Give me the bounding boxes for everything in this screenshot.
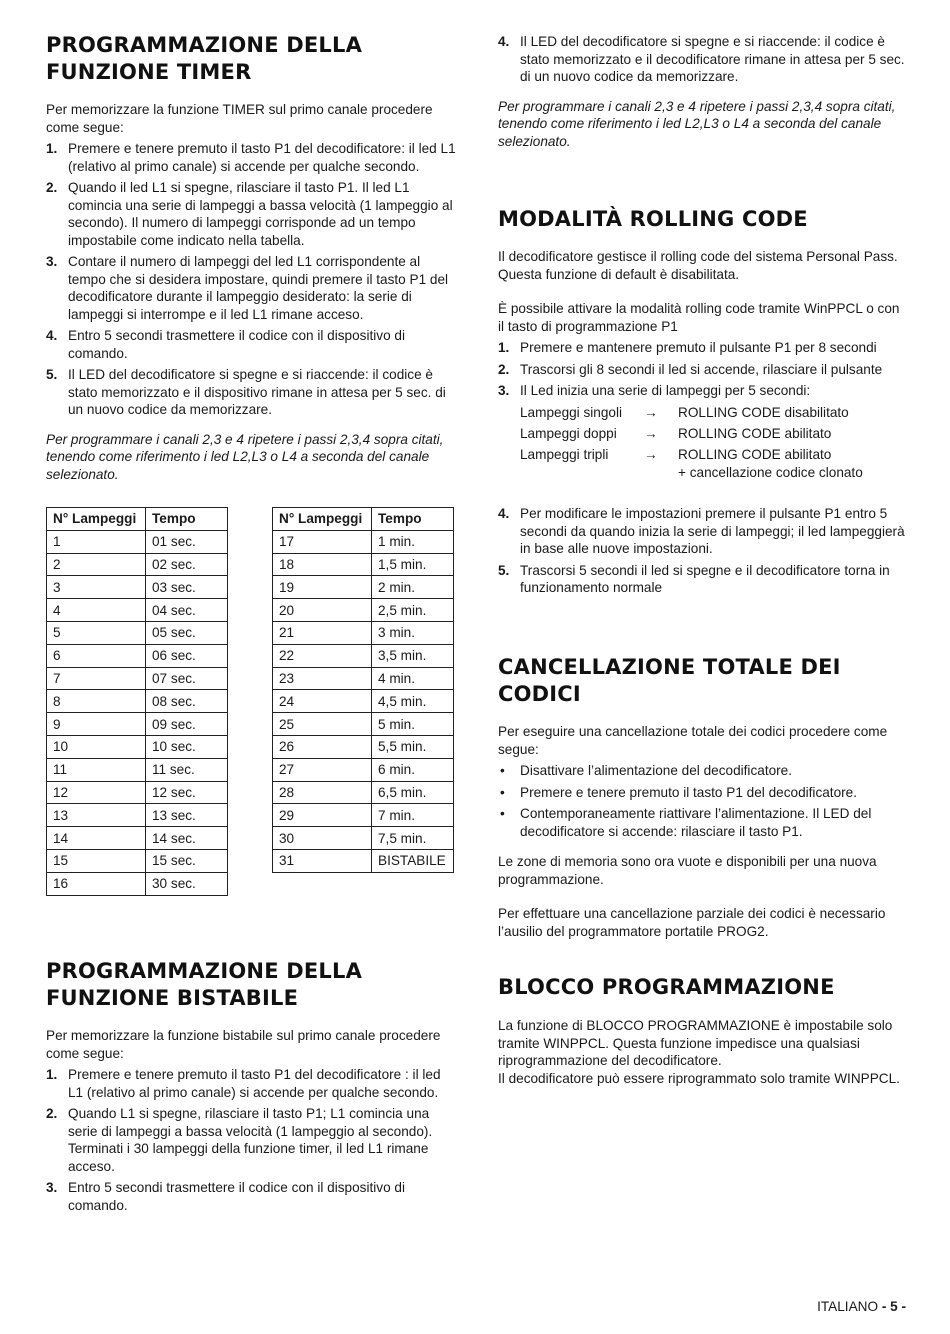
list-item bbox=[498, 562, 908, 597]
lamp-value: ROLLING CODE abilitato bbox=[678, 446, 832, 462]
list-number: 4. bbox=[498, 506, 510, 521]
lamp-label: Lampeggi singoli bbox=[520, 404, 623, 420]
table-row bbox=[47, 827, 228, 850]
rolling-p2: È possibile attivare la modalità rolling code tramite WinPPCL o con il tasto di programmazione P1 bbox=[498, 301, 900, 334]
cell-tempo: 10 sec. bbox=[146, 735, 228, 758]
list-item bbox=[498, 382, 908, 400]
list-item bbox=[498, 339, 908, 357]
cell-lampeggi: 8 bbox=[47, 690, 146, 713]
cell-tempo: 06 sec. bbox=[146, 644, 228, 667]
list-number: 3. bbox=[46, 254, 58, 269]
cell-lampeggi: 6 bbox=[47, 644, 146, 667]
cell-lampeggi: 4 bbox=[47, 599, 146, 622]
list-number: 1. bbox=[46, 141, 58, 156]
list-text: Il Led inizia una serie di lampeggi per 5 secondi: bbox=[520, 383, 811, 398]
table-row bbox=[47, 576, 228, 599]
list-item bbox=[46, 1105, 456, 1175]
lamp-row bbox=[520, 404, 908, 425]
lamp-label: Lampeggi tripli bbox=[520, 446, 609, 462]
lamp-row bbox=[520, 425, 908, 446]
cell-tempo: 04 sec. bbox=[146, 599, 228, 622]
cell-tempo: 5,5 min. bbox=[372, 735, 454, 758]
cell-lampeggi: 1 bbox=[47, 530, 146, 553]
arrow-icon: → bbox=[644, 425, 658, 441]
cell-tempo: 12 sec. bbox=[146, 781, 228, 804]
list-item bbox=[46, 1179, 456, 1214]
rolling-section bbox=[498, 206, 908, 601]
list-item bbox=[46, 140, 456, 175]
cell-tempo: BISTABILE bbox=[372, 849, 454, 872]
table-row bbox=[273, 553, 454, 576]
cancellazione-p2: Per effettuare una cancellazione parziale dei codici è necessario l’ausilio del programmatore portatile PROG2. bbox=[498, 906, 886, 939]
table-row bbox=[47, 621, 228, 644]
table-row bbox=[47, 735, 228, 758]
list-text: Entro 5 secondi trasmettere il codice con il dispositivo di comando. bbox=[68, 328, 405, 361]
list-item bbox=[46, 327, 456, 362]
cancellazione-title: CANCELLAZIONE TOTALE DEI CODICI bbox=[498, 655, 841, 706]
cell-tempo: 6 min. bbox=[372, 758, 454, 781]
lamp-value: ROLLING CODE abilitato bbox=[678, 425, 832, 441]
list-text: Entro 5 secondi trasmettere il codice con il dispositivo di comando. bbox=[68, 1180, 405, 1213]
lamp-value: ROLLING CODE disabilitato bbox=[678, 404, 849, 420]
table-row bbox=[273, 599, 454, 622]
cell-tempo: 2,5 min. bbox=[372, 599, 454, 622]
list-text: Quando il led L1 si spegne, rilasciare il tasto P1. Il led L1 comincia una serie di lampeggi a bassa velocità (1 lampeggio al secondo). Il numero di lampeggi corrisponde ad un tempo impostabile come indicato nella tabella. bbox=[68, 180, 453, 248]
bullet-icon: • bbox=[500, 784, 505, 800]
table-row bbox=[47, 781, 228, 804]
list-number: 5. bbox=[46, 367, 58, 382]
cell-tempo: 3,5 min. bbox=[372, 644, 454, 667]
cell-lampeggi: 30 bbox=[273, 827, 372, 850]
cell-tempo: 6,5 min. bbox=[372, 781, 454, 804]
table-row bbox=[273, 530, 454, 553]
bistabile-intro: Per memorizzare la funzione bistabile sul primo canale procedere come segue: bbox=[46, 1028, 441, 1061]
lamp-row bbox=[520, 446, 908, 467]
list-item: 4. Il LED del decodificatore si spegne e si riaccende: il codice è stato memorizzato e il decodificatore rimane in attesa per 5 sec. di un nuovo codice da memorizzare. bbox=[498, 34, 905, 84]
cell-lampeggi: 14 bbox=[47, 827, 146, 850]
page-number: - 5 - bbox=[881, 1299, 906, 1314]
cell-lampeggi: 9 bbox=[47, 713, 146, 736]
cell-tempo: 05 sec. bbox=[146, 621, 228, 644]
rolling-title: MODALITÀ ROLLING CODE bbox=[498, 207, 808, 231]
list-text: Per modificare le impostazioni premere il pulsante P1 entro 5 secondi da quando inizia la serie di lampeggi; il led lampeggierà in base alle nuove impostazioni. bbox=[520, 506, 905, 556]
list-item bbox=[498, 784, 908, 802]
table-header-lampeggi: N° Lampeggi bbox=[47, 508, 146, 531]
lamp-list bbox=[520, 404, 908, 467]
cell-tempo: 02 sec. bbox=[146, 553, 228, 576]
timer-table-right bbox=[272, 507, 454, 873]
cell-lampeggi: 15 bbox=[47, 849, 146, 872]
table-row bbox=[273, 576, 454, 599]
list-number: 1. bbox=[498, 340, 510, 355]
bullet-icon: • bbox=[500, 763, 505, 778]
cell-lampeggi: 21 bbox=[273, 621, 372, 644]
cancellazione-bullets bbox=[498, 762, 908, 840]
lamp-extra: + cancellazione codice clonato bbox=[678, 464, 863, 480]
timer-continued bbox=[498, 33, 908, 150]
table-row bbox=[47, 758, 228, 781]
bistabile-steps bbox=[46, 1066, 456, 1214]
table-row bbox=[47, 690, 228, 713]
table-row bbox=[273, 735, 454, 758]
table-row bbox=[273, 667, 454, 690]
cell-lampeggi: 24 bbox=[273, 690, 372, 713]
list-item bbox=[498, 361, 908, 379]
table-header-tempo: Tempo bbox=[372, 508, 454, 531]
list-text: Trascorsi 5 secondi il led si spegne e il decodificatore torna in funzionamento normale bbox=[520, 562, 890, 595]
cancellazione-p1: Le zone di memoria sono ora vuote e disponibili per una nuova programmazione. bbox=[498, 854, 877, 887]
cell-lampeggi: 2 bbox=[47, 553, 146, 576]
cell-tempo: 14 sec. bbox=[146, 827, 228, 850]
table-row bbox=[273, 804, 454, 827]
cell-lampeggi: 27 bbox=[273, 758, 372, 781]
list-number: 3. bbox=[46, 1180, 58, 1195]
timer-steps bbox=[46, 140, 456, 419]
cell-tempo: 13 sec. bbox=[146, 804, 228, 827]
cell-tempo: 07 sec. bbox=[146, 667, 228, 690]
cell-tempo: 4,5 min. bbox=[372, 690, 454, 713]
list-item bbox=[498, 762, 908, 780]
table-row bbox=[47, 872, 228, 895]
list-text: Disattivare l’alimentazione del decodificatore. bbox=[520, 763, 793, 778]
blocco-section bbox=[498, 974, 908, 1087]
cell-tempo: 4 min. bbox=[372, 667, 454, 690]
cell-lampeggi: 17 bbox=[273, 530, 372, 553]
timer-section bbox=[46, 32, 456, 483]
list-number: 2. bbox=[46, 1106, 58, 1121]
table-row bbox=[47, 667, 228, 690]
list-text: Contemporaneamente riattivare l’alimentazione. Il LED del decodificatore si accende: rilasciare il tasto P1. bbox=[520, 806, 872, 839]
cell-lampeggi: 11 bbox=[47, 758, 146, 781]
table-row bbox=[273, 713, 454, 736]
table-row bbox=[273, 849, 454, 872]
table-row bbox=[273, 644, 454, 667]
table-row bbox=[47, 713, 228, 736]
table-row bbox=[273, 781, 454, 804]
list-number: 2. bbox=[498, 361, 510, 377]
list-text: Il LED del decodificatore si spegne e si riaccende: il codice è stato memorizzato e il dispositivo rimane in attesa per 5 sec. di un nuovo codice da memorizzare. bbox=[68, 367, 446, 417]
cell-tempo: 2 min. bbox=[372, 576, 454, 599]
list-item bbox=[46, 253, 456, 323]
table-row bbox=[47, 599, 228, 622]
timer-title: PROGRAMMAZIONE DELLA FUNZIONE TIMER bbox=[46, 33, 363, 84]
cell-tempo: 3 min. bbox=[372, 621, 454, 644]
cell-lampeggi: 28 bbox=[273, 781, 372, 804]
table-row bbox=[273, 690, 454, 713]
cell-lampeggi: 18 bbox=[273, 553, 372, 576]
cell-tempo: 11 sec. bbox=[146, 758, 228, 781]
cell-lampeggi: 3 bbox=[47, 576, 146, 599]
cell-lampeggi: 22 bbox=[273, 644, 372, 667]
table-row bbox=[273, 758, 454, 781]
list-number: 4. bbox=[46, 328, 58, 343]
list-text: Quando L1 si spegne, rilasciare il tasto P1; L1 comincia una serie di lampeggi a bassa velocità (1 lampeggio al secondo). Terminati i 30 lampeggi della funzione timer, il led L1 rimane acceso. bbox=[68, 1106, 433, 1174]
cell-tempo: 09 sec. bbox=[146, 713, 228, 736]
table-row bbox=[47, 804, 228, 827]
cell-tempo: 7,5 min. bbox=[372, 827, 454, 850]
cell-lampeggi: 12 bbox=[47, 781, 146, 804]
bistabile-section bbox=[46, 958, 456, 1218]
list-number: 2. bbox=[46, 180, 58, 195]
cell-tempo: 15 sec. bbox=[146, 849, 228, 872]
list-item bbox=[498, 805, 908, 840]
blocco-p1: La funzione di BLOCCO PROGRAMMAZIONE è impostabile solo tramite WINPPCL. Questa funzione impedisce una qualsiasi riprogrammazione del decodificatore. bbox=[498, 1018, 893, 1068]
rolling-p1: Il decodificatore gestisce il rolling code del sistema Personal Pass. Questa funzione di default è disabilitata. bbox=[498, 249, 898, 282]
footer-language: ITALIANO bbox=[817, 1299, 879, 1314]
right-note: Per programmare i canali 2,3 e 4 ripetere i passi 2,3,4 sopra citati, tenendo come riferimento i led L2,L3 o L4 a seconda del canale selezionato. bbox=[498, 98, 896, 149]
arrow-icon: → bbox=[644, 404, 658, 420]
list-text: Contare il numero di lampeggi del led L1 corrispondente al tempo che si desidera impostare, quindi premere il tasto P1 del decodificatore durante il lampeggio desiderato: la serie di lampeggi si interrompe e il led L1 rimane acceso. bbox=[68, 254, 449, 322]
cell-tempo: 5 min. bbox=[372, 713, 454, 736]
cell-tempo: 30 sec. bbox=[146, 872, 228, 895]
cell-tempo: 01 sec. bbox=[146, 530, 228, 553]
rolling-steps-2 bbox=[498, 505, 908, 597]
list-text: Premere e tenere premuto il tasto P1 del decodificatore: il led L1 (relativo al primo canale) si accende per qualche secondo. bbox=[68, 141, 456, 174]
timer-intro: Per memorizzare la funzione TIMER sul primo canale procedere come segue: bbox=[46, 102, 433, 135]
list-text: Premere e mantenere premuto il pulsante P1 per 8 secondi bbox=[520, 340, 877, 355]
bullet-icon: • bbox=[500, 806, 505, 821]
cell-tempo: 1,5 min. bbox=[372, 553, 454, 576]
cell-lampeggi: 23 bbox=[273, 667, 372, 690]
list-number: 5. bbox=[498, 562, 510, 578]
cell-lampeggi: 29 bbox=[273, 804, 372, 827]
cell-lampeggi: 13 bbox=[47, 804, 146, 827]
cell-lampeggi: 16 bbox=[47, 872, 146, 895]
cell-lampeggi: 25 bbox=[273, 713, 372, 736]
cancellazione-intro: Per eseguire una cancellazione totale dei codici procedere come segue: bbox=[498, 724, 888, 757]
cell-lampeggi: 26 bbox=[273, 735, 372, 758]
table-row bbox=[47, 644, 228, 667]
blocco-title: BLOCCO PROGRAMMAZIONE bbox=[498, 975, 835, 999]
cell-tempo: 03 sec. bbox=[146, 576, 228, 599]
list-item bbox=[46, 1066, 456, 1101]
page-footer bbox=[817, 1299, 906, 1314]
table-row bbox=[273, 827, 454, 850]
timer-table-left bbox=[46, 507, 228, 896]
table-row bbox=[47, 849, 228, 872]
list-number: 3. bbox=[498, 383, 510, 398]
cell-tempo: 08 sec. bbox=[146, 690, 228, 713]
timer-note: Per programmare i canali 2,3 e 4 ripetere i passi 2,3,4 sopra citati, tenendo come riferimento i led L2,L3 o L4 a seconda del canale selezionato. bbox=[46, 431, 444, 482]
table-row bbox=[47, 530, 228, 553]
cell-lampeggi: 31 bbox=[273, 849, 372, 872]
cell-lampeggi: 10 bbox=[47, 735, 146, 758]
table-header-tempo: Tempo bbox=[146, 508, 228, 531]
list-text: Premere e tenere premuto il tasto P1 del decodificatore. bbox=[520, 784, 858, 800]
cell-lampeggi: 19 bbox=[273, 576, 372, 599]
lamp-label: Lampeggi doppi bbox=[520, 425, 617, 441]
cell-lampeggi: 7 bbox=[47, 667, 146, 690]
rolling-steps bbox=[498, 339, 908, 400]
list-item bbox=[46, 179, 456, 249]
list-number: 1. bbox=[46, 1067, 58, 1082]
table-row bbox=[47, 553, 228, 576]
list-item bbox=[498, 505, 908, 558]
cell-lampeggi: 20 bbox=[273, 599, 372, 622]
table-header-lampeggi: N° Lampeggi bbox=[273, 508, 372, 531]
cell-tempo: 7 min. bbox=[372, 804, 454, 827]
bistabile-title: PROGRAMMAZIONE DELLA FUNZIONE BISTABILE bbox=[46, 959, 363, 1010]
table-row bbox=[273, 621, 454, 644]
list-item bbox=[46, 366, 456, 419]
blocco-p2: Il decodificatore può essere riprogrammato solo tramite WINPPCL. bbox=[498, 1070, 900, 1086]
cell-tempo: 1 min. bbox=[372, 530, 454, 553]
cell-lampeggi: 5 bbox=[47, 621, 146, 644]
list-text: Premere e tenere premuto il tasto P1 del decodificatore : il led L1 (relativo al primo canale) si accende per qualche secondo. bbox=[68, 1067, 441, 1100]
list-text: Trascorsi gli 8 secondi il led si accende, rilasciare il pulsante bbox=[520, 361, 883, 377]
arrow-icon: → bbox=[644, 446, 658, 462]
cancellazione-section bbox=[498, 654, 908, 940]
